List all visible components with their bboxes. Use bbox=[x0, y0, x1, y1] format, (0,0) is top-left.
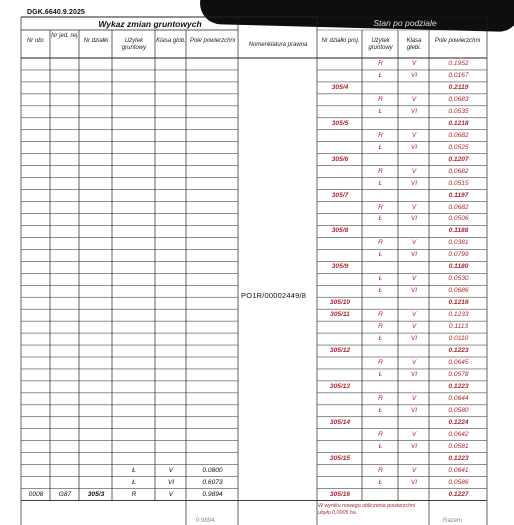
right-class-cell: V bbox=[411, 394, 417, 402]
right-area-cell: 0.1188 bbox=[448, 227, 469, 235]
right-class-cell: VI bbox=[410, 287, 418, 295]
right-area-cell: 0.0381 bbox=[448, 239, 469, 247]
right-use-cell: Ł bbox=[378, 406, 383, 414]
right-parcel-cell: 305/16 bbox=[329, 490, 351, 498]
left-use-cell: R bbox=[131, 490, 137, 498]
right-parcel-cell: 305/12 bbox=[329, 347, 351, 355]
right-use-cell: Ł bbox=[378, 287, 383, 295]
right-area-cell: 0.1207 bbox=[448, 155, 469, 163]
area-note: W wyniku nowego obliczenia powierzchni ubyło 0,0005 ha. bbox=[318, 503, 416, 516]
right-parcel-cell: 305/9 bbox=[331, 263, 349, 271]
right-use-cell: R bbox=[378, 359, 383, 366]
right-area-cell: 0.0586 bbox=[448, 478, 469, 486]
right-area-cell: 0.1113 bbox=[448, 323, 469, 331]
right-area-cell: 0.1197 bbox=[448, 191, 469, 199]
right-class-cell: V bbox=[411, 203, 417, 211]
header-klasa-glob: Klasa glob. bbox=[156, 38, 186, 44]
right-parcel-cell: 305/5 bbox=[331, 119, 349, 127]
header-nr-jed-rej: Nr jed. rej. bbox=[51, 33, 79, 39]
right-area-cell: 0.1224 bbox=[448, 418, 469, 426]
header-nr-dzialki: Nr działki bbox=[83, 38, 109, 44]
right-parcel-cell: 305/7 bbox=[331, 191, 349, 199]
right-area-cell: 0.0580 bbox=[448, 406, 469, 414]
right-area-cell: 0.1223 bbox=[448, 454, 469, 462]
right-area-cell: 0.0682 bbox=[448, 131, 469, 139]
header-pole-powierzchni: Pole powierzchni bbox=[189, 38, 236, 44]
right-area-cell: 0.0506 bbox=[448, 215, 469, 223]
right-area-cell: 0.0642 bbox=[448, 430, 469, 438]
right-use-cell: R bbox=[378, 131, 383, 139]
right-parcel-cell: 305/10 bbox=[329, 299, 351, 307]
header-right-klasa: Klasa glebi. bbox=[406, 38, 422, 51]
right-class-cell: VI bbox=[410, 406, 418, 414]
right-area-cell: 0.1223 bbox=[448, 382, 469, 390]
left-use-cell: Ł bbox=[132, 478, 136, 486]
right-area-cell: 0.0645 bbox=[448, 359, 469, 366]
right-class-cell: VI bbox=[410, 335, 418, 343]
left-section-title: Wykaz zmian gruntowych bbox=[98, 19, 202, 29]
right-area-cell: 0.0167 bbox=[448, 71, 469, 79]
right-area-cell: 0.0530 bbox=[448, 275, 469, 283]
right-area-cell: 0.1180 bbox=[448, 263, 469, 271]
right-area-cell: 0.0110 bbox=[448, 335, 469, 343]
right-class-cell: VI bbox=[410, 71, 418, 79]
right-use-cell: Ł bbox=[378, 143, 383, 151]
right-use-cell: R bbox=[378, 167, 383, 175]
right-area-cell: 0.1233 bbox=[448, 311, 469, 319]
header-uzytek-gruntowy: Użytek gruntowy bbox=[121, 38, 147, 51]
header-nomenklatura-prawna: Nomenklatura prawna bbox=[248, 42, 308, 48]
right-class-cell: VI bbox=[410, 478, 418, 486]
right-class-cell: V bbox=[411, 466, 417, 474]
left-area-cell: 0.0800 bbox=[202, 466, 223, 474]
right-parcel-cell: 305/13 bbox=[329, 382, 351, 390]
right-parcel-cell: 305/6 bbox=[331, 155, 349, 163]
right-area-cell: 0.0644 bbox=[448, 394, 469, 402]
left-obr-cell: 0008 bbox=[28, 490, 44, 498]
right-class-cell: V bbox=[411, 323, 417, 331]
right-use-cell: R bbox=[378, 60, 383, 67]
right-use-cell: R bbox=[378, 239, 383, 247]
right-class-cell: VI bbox=[410, 215, 418, 223]
left-area-cell: 0.6073 bbox=[202, 478, 223, 486]
right-area-cell: 0.0535 bbox=[448, 107, 469, 115]
right-use-cell: Ł bbox=[378, 478, 383, 486]
left-cls-cell: V bbox=[168, 490, 174, 498]
right-use-cell: Ł bbox=[378, 107, 383, 115]
right-use-cell: Ł bbox=[378, 179, 383, 187]
right-class-cell: V bbox=[411, 131, 417, 139]
left-cls-cell: VI bbox=[167, 478, 175, 486]
right-area-cell: 0.1216 bbox=[448, 299, 469, 307]
right-use-cell: R bbox=[378, 95, 383, 103]
right-use-cell: Ł bbox=[378, 275, 383, 283]
right-class-cell: VI bbox=[410, 370, 418, 378]
right-use-cell: R bbox=[378, 394, 383, 402]
right-area-cell: 0.1223 bbox=[448, 347, 469, 355]
right-use-cell: Ł bbox=[378, 335, 383, 343]
right-class-cell: V bbox=[411, 359, 417, 366]
right-area-cell: 0.0515 bbox=[448, 179, 469, 187]
right-class-cell: VI bbox=[410, 143, 418, 151]
right-use-cell: Ł bbox=[378, 251, 383, 259]
right-parcel-cell: 305/15 bbox=[329, 454, 351, 462]
left-jed-cell: G87 bbox=[58, 490, 72, 498]
right-use-cell: R bbox=[378, 323, 383, 331]
header-right-uzytek: Użytek gruntowy bbox=[368, 38, 393, 51]
right-area-cell: 0.0682 bbox=[448, 167, 469, 175]
right-class-cell: V bbox=[411, 275, 417, 283]
left-parcel-cell: 305/3 bbox=[87, 490, 105, 498]
right-area-cell: 0.1218 bbox=[448, 119, 469, 127]
right-use-cell: Ł bbox=[378, 71, 383, 79]
right-class-cell: V bbox=[411, 430, 417, 438]
left-area-cell: 0.9894 bbox=[202, 490, 223, 498]
right-area-cell: 0.0686 bbox=[448, 287, 469, 295]
right-area-cell: 0.0581 bbox=[448, 442, 469, 450]
right-class-cell: VI bbox=[410, 251, 418, 259]
right-use-cell: Ł bbox=[378, 370, 383, 378]
right-parcel-cell: 305/8 bbox=[331, 227, 349, 235]
right-class-cell: V bbox=[411, 239, 417, 247]
right-area-cell: 0.0641 bbox=[448, 466, 469, 474]
land-register-number: PO1R/00002449/8 bbox=[241, 291, 307, 300]
right-use-cell: R bbox=[378, 203, 383, 211]
right-area-cell: 0.1952 bbox=[448, 60, 469, 67]
right-area-cell: 0.0578 bbox=[448, 370, 469, 378]
right-area-cell: 0.1227 bbox=[448, 490, 469, 498]
right-use-cell: R bbox=[378, 311, 383, 319]
footer-total-value: 0.9894 bbox=[196, 518, 215, 524]
right-parcel-cell: 305/14 bbox=[329, 418, 351, 426]
right-class-cell: V bbox=[411, 95, 417, 103]
right-parcel-cell: 305/4 bbox=[331, 83, 349, 91]
right-section-title: Stan po podziale bbox=[373, 18, 437, 28]
right-class-cell: V bbox=[411, 311, 417, 319]
header-right-pole: Pole powierzchni bbox=[434, 38, 481, 44]
right-use-cell: R bbox=[378, 466, 383, 474]
footer-total-label: Razem bbox=[443, 518, 463, 524]
right-area-cell: 0.0525 bbox=[448, 143, 469, 151]
right-area-cell: 0.2119 bbox=[448, 83, 469, 91]
right-class-cell: VI bbox=[410, 179, 418, 187]
right-class-cell: V bbox=[411, 167, 417, 175]
right-area-cell: 0.0682 bbox=[448, 203, 469, 211]
right-area-cell: 0.0799 bbox=[448, 251, 469, 259]
right-parcel-cell: 305/11 bbox=[330, 311, 350, 319]
right-area-cell: 0.0683 bbox=[448, 95, 469, 103]
right-class-cell: VI bbox=[410, 107, 418, 115]
header-nr-obr: Nr obr. bbox=[26, 38, 46, 44]
left-use-cell: Ł bbox=[132, 466, 136, 474]
right-use-cell: Ł bbox=[378, 215, 383, 223]
document-reference: DGK.6640.9.2025 bbox=[27, 9, 85, 16]
right-use-cell: Ł bbox=[378, 442, 383, 450]
left-cls-cell: V bbox=[168, 466, 174, 474]
right-class-cell: VI bbox=[410, 442, 418, 450]
header-nr-dzialki-proj: Nr działki proj. bbox=[321, 38, 360, 44]
right-class-cell: V bbox=[411, 60, 417, 67]
right-use-cell: R bbox=[378, 430, 383, 438]
